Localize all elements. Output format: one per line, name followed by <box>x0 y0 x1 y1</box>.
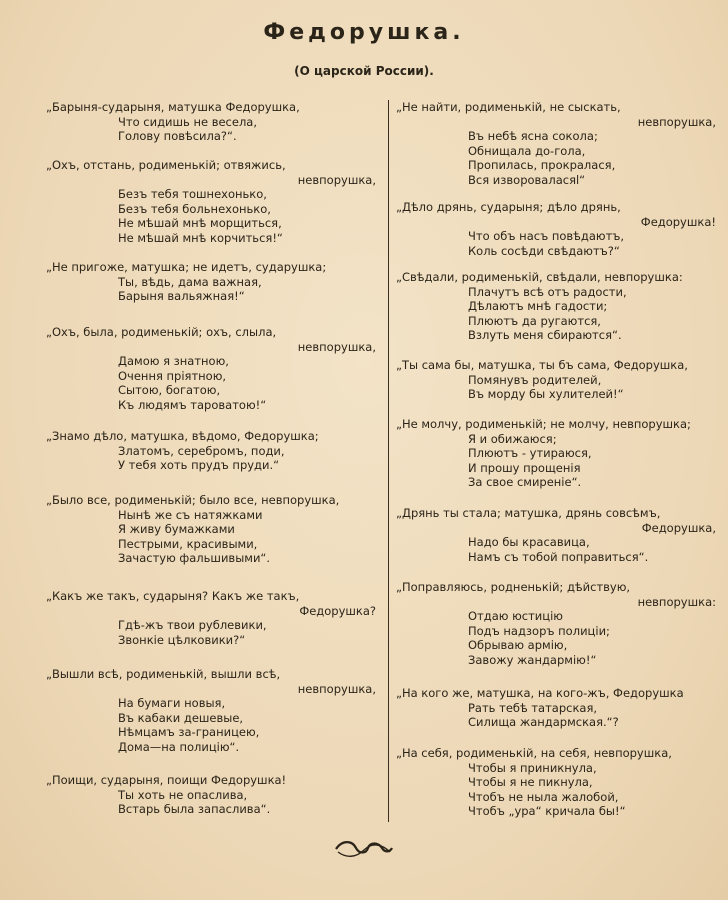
page-subtitle: (О царской России). <box>294 64 434 78</box>
poem-line: Очення пріятною, <box>118 368 227 383</box>
poem-line: „Дѣло дрянь, сударыня; дѣло дрянь, <box>396 200 621 214</box>
poem-line: „Какъ же такъ, сударыня? Какъ же такъ, <box>46 589 300 603</box>
poem-line: Коль сосѣди свѣдаютъ?“ <box>468 243 620 258</box>
poem-line: Я и обижаюся; <box>468 431 557 446</box>
poem-line: невпорушка, <box>637 114 716 129</box>
stanza <box>396 417 716 490</box>
poem-line: „Поищи, сударыня, поищи Федорушка! <box>46 773 287 787</box>
poem-line: За свое смиреніе“. <box>468 475 582 490</box>
poem-line: „Охъ, была, родименькій; охъ, слыла, <box>46 325 277 339</box>
stanza <box>396 200 716 258</box>
poem-line: Чтобы я приникнула, <box>468 760 597 775</box>
poem-line: И прошу прощенія <box>468 460 581 475</box>
poem-line: „Свѣдали, родименькій, свѣдали, невпорушка: <box>396 270 683 284</box>
poem-line: Что сидишь не весела, <box>118 114 258 129</box>
poem-line: Дѣлаютъ мнѣ гадости; <box>468 299 608 314</box>
stanza <box>396 686 716 730</box>
stanza <box>396 580 716 668</box>
poem-line: Нынѣ же съ натяжками <box>118 507 263 522</box>
page-title: Федорушка. <box>263 20 465 45</box>
poem-line: невпорушка: <box>637 594 716 609</box>
stanza <box>396 358 716 402</box>
poem-line: Зачастую фальшивыми“. <box>118 551 271 566</box>
poem-line: „Не пригоже, матушка; не идетъ, сударушка; <box>46 260 327 274</box>
poem-line: Федорушка? <box>299 603 376 618</box>
poem-line: Безъ тебя больнехонько, <box>118 201 271 216</box>
poem-line: Дамою я знатною, <box>118 354 229 369</box>
poem-line: Федорушка! <box>640 214 716 229</box>
poem-line: Голову повѣсила?“. <box>118 129 237 144</box>
poem-line: „Было все, родименькій; было все, невпорушка, <box>46 493 340 507</box>
poem-line: Въ кабаки дешевые, <box>118 710 244 725</box>
ornament-icon <box>332 838 396 860</box>
poem-line: Гдѣ-жъ твои рублевики, <box>118 618 267 633</box>
poem-line: Что объ насъ повѣдаютъ, <box>468 229 625 244</box>
stanza <box>396 746 716 819</box>
poem-line: Не мѣшай мнѣ корчиться!“ <box>118 230 283 245</box>
poem-line: Чтобъ „ура“ кричала бы!“ <box>468 804 626 819</box>
stanza <box>46 667 376 755</box>
stanza <box>46 429 376 473</box>
stanza <box>396 506 716 564</box>
poem-line: Взлуть меня сбираются“. <box>468 328 622 343</box>
poem-line: Чтобы я не пикнула, <box>468 775 593 790</box>
poem-line: Барыня вальяжная!“ <box>118 289 245 304</box>
stanza <box>46 100 376 144</box>
poem-line: Завожу жандармію!“ <box>468 652 597 667</box>
poem-line: Обнищала до-гола, <box>468 143 586 158</box>
stanza <box>46 260 376 304</box>
poem-line: Плюютъ - утираюся, <box>468 446 592 461</box>
poem-line: Силища жандармская.“? <box>468 715 619 730</box>
poem-line: Намъ съ тобой поправиться“. <box>468 549 649 564</box>
poem-line: „Ты сама бы, матушка, ты бъ сама, Федорушка, <box>396 358 688 372</box>
stanza <box>46 589 376 647</box>
poem-line: „Охъ, отстань, родименькій; отвяжись, <box>46 158 286 172</box>
poem-line: невпорушка, <box>297 172 376 187</box>
poem-line: Подъ надзоръ полиціи; <box>468 623 610 638</box>
poem-line: невпорушка, <box>297 339 376 354</box>
poem-line: „На кого же, матушка, на кого-жъ, Федорушка <box>396 686 684 700</box>
poem-line: Звонкіе цѣлковики?“ <box>118 632 246 647</box>
poem-line: Надо бы красавица, <box>468 535 590 550</box>
poem-line: Я живу бумажками <box>118 522 235 537</box>
poem-line: На бумаги новыя, <box>118 696 226 711</box>
poem-line: „Барыня-сударыня, матушка Федорушка, <box>46 100 300 114</box>
poem-line: Къ людямъ тароватою!“ <box>118 397 267 412</box>
stanza <box>46 158 376 246</box>
column-divider <box>388 100 389 822</box>
poem-line: „На себя, родименькій, на себя, невпорушка, <box>396 746 672 760</box>
poem-line: Безъ тебя тошнехонько, <box>118 187 267 202</box>
poem-line: Вся извороваласяl“ <box>468 172 586 187</box>
poem-line: Дома—на полицію“. <box>118 739 240 754</box>
poem-line: Федорушка, <box>641 520 716 535</box>
poem-line: Помянувъ родителей, <box>468 372 602 387</box>
poem-line: Въ морду бы хулителей!“ <box>468 387 624 402</box>
poem-line: невпорушка, <box>297 681 376 696</box>
stanza <box>46 493 376 566</box>
poem-line: Отдаю юстицію <box>468 609 563 624</box>
poem-line: „Поправляюсь, родненькій; дѣйствую, <box>396 580 631 594</box>
poem-line: Сытою, богатою, <box>118 383 221 398</box>
poem-line: Златомъ, серебромъ, поди, <box>118 443 285 458</box>
stanza <box>396 270 716 343</box>
poem-line: Плюютъ да ругаются, <box>468 313 601 328</box>
poem-line: Рать тебѣ татарская, <box>468 700 598 715</box>
stanza <box>396 100 716 188</box>
poem-line: Ты хоть не опаслива, <box>118 787 248 802</box>
poem-line: „Не молчу, родименькій; не молчу, невпорушка; <box>396 417 691 431</box>
poem-line: „Вышли всѣ, родименькій, вышли всѣ, <box>46 667 281 681</box>
stanza <box>46 773 376 817</box>
poem-line: „Знамо дѣло, матушка, вѣдомо, Федорушка; <box>46 429 319 443</box>
poem-line: Ты, вѣдь, дама важная, <box>118 274 262 289</box>
poem-line: Пестрыми, красивыми, <box>118 536 258 551</box>
poem-line: Чтобъ не ныла жалобой, <box>468 789 619 804</box>
poem-line: Пропилась, прокралася, <box>468 158 616 173</box>
poem-line: Въ небѣ ясна сокола; <box>468 129 598 144</box>
stanza <box>46 325 376 413</box>
poem-line: Нѣмцамъ за-границею, <box>118 725 260 740</box>
poem-line: „Дрянь ты стала; матушка, дрянь совсѣмъ, <box>396 506 661 520</box>
poem-line: Плачутъ всѣ отъ радости, <box>468 284 627 299</box>
poem-line: Не мѣшай мнѣ морщиться, <box>118 216 282 231</box>
poem-line: Обрываю армію, <box>468 638 568 653</box>
poem-line: „Не найти, родименькій, не сыскать, <box>396 100 621 114</box>
poem-line: У тебя хоть прудъ пруди.“ <box>118 458 280 473</box>
poem-line: Встарь была запаслива“. <box>118 802 271 817</box>
